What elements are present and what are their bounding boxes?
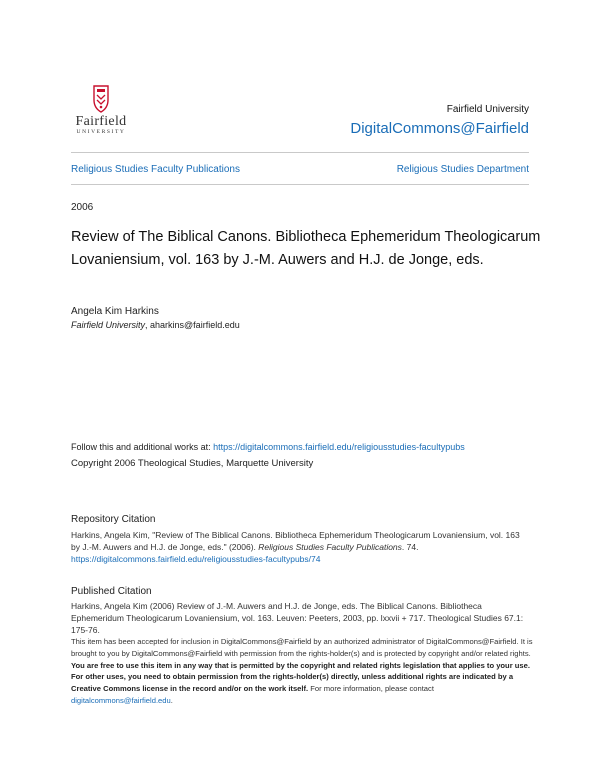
citation-link[interactable]: https://digitalcommons.fairfield.edu/religiousstudies-facultypubs/74 bbox=[71, 554, 321, 564]
collection-link[interactable]: Religious Studies Faculty Publications bbox=[71, 164, 240, 175]
repository-citation-text bbox=[71, 529, 531, 565]
copyright-text: Copyright 2006 Theological Studies, Marquette University bbox=[71, 458, 314, 469]
follow-prefix: Follow this and additional works at: bbox=[71, 442, 214, 452]
crest-icon bbox=[91, 84, 111, 114]
divider-top bbox=[71, 152, 529, 153]
author-email: , aharkins@fairfield.edu bbox=[145, 320, 240, 330]
author-name: Angela Kim Harkins bbox=[71, 306, 159, 317]
published-citation-text: Harkins, Angela Kim (2006) Review of J.-M. Auwers and H.J. de Jonge, eds. The Biblical Canons. Bibliotheca Ephemeridum Theologicarum Lovaniensium, vol. 163. Leuven: Peeters, 2003, pp. lxxvii + 717. Theological Studies 67.1: 175-76. bbox=[71, 601, 524, 635]
repository-link[interactable]: DigitalCommons@Fairfield bbox=[350, 120, 529, 137]
notice-bold: You are free to use this item in any way that is permitted by the copyright and related rights legislation that applies to your use. For other uses, you need to obtain permission from the rights-holder(s) directly, unless additional rights are indicated by a Creative Commons license in the record and/or on the work itself. bbox=[71, 660, 530, 694]
repository-citation-heading: Repository Citation bbox=[71, 514, 156, 525]
notice-part1: This item has been accepted for inclusion in DigitalCommons@Fairfield by an authorized administrator of DigitalCommons@Fairfield. It is brought to you by DigitalCommons@Fairfield with permission from the rights-holder(s) and is protected by copyright and/or related rights. bbox=[71, 637, 533, 658]
citation-journal: Religious Studies Faculty Publications bbox=[258, 542, 402, 552]
department-link[interactable]: Religious Studies Department bbox=[396, 164, 529, 175]
logo-subtitle: UNIVERSITY bbox=[76, 129, 126, 135]
publication-year: 2006 bbox=[71, 202, 94, 213]
rights-notice bbox=[71, 636, 533, 707]
citation-number: . 74. bbox=[401, 542, 419, 552]
divider-bottom bbox=[71, 184, 529, 185]
notice-part2: For more information, please contact bbox=[308, 684, 434, 694]
contact-email-link[interactable]: digitalcommons@fairfield.edu bbox=[71, 695, 171, 705]
institution-name: Fairfield University bbox=[446, 104, 529, 115]
affiliation-name: Fairfield University bbox=[71, 320, 146, 330]
follow-link[interactable]: https://digitalcommons.fairfield.edu/religiousstudies-facultypubs bbox=[213, 442, 465, 452]
author-affiliation bbox=[71, 320, 240, 330]
article-title: Review of The Biblical Canons. Bibliotheca Ephemeridum Theologicarum Lovaniensium, vol. 163 by J.-M. Auwers and H.J. de Jonge, eds. bbox=[71, 229, 541, 268]
university-logo bbox=[72, 84, 130, 136]
notice-end: . bbox=[170, 695, 173, 705]
published-citation-heading: Published Citation bbox=[71, 586, 152, 597]
citation-body: Harkins, Angela Kim, "Review of The Biblical Canons. Bibliotheca Ephemeridum Theologicarum Lovaniensium, vol. 163 by J.-M. Auwers and H.J. de Jonge, eds." (2006). bbox=[71, 530, 520, 552]
follow-line bbox=[71, 442, 465, 452]
logo-name: Fairfield bbox=[75, 114, 127, 129]
